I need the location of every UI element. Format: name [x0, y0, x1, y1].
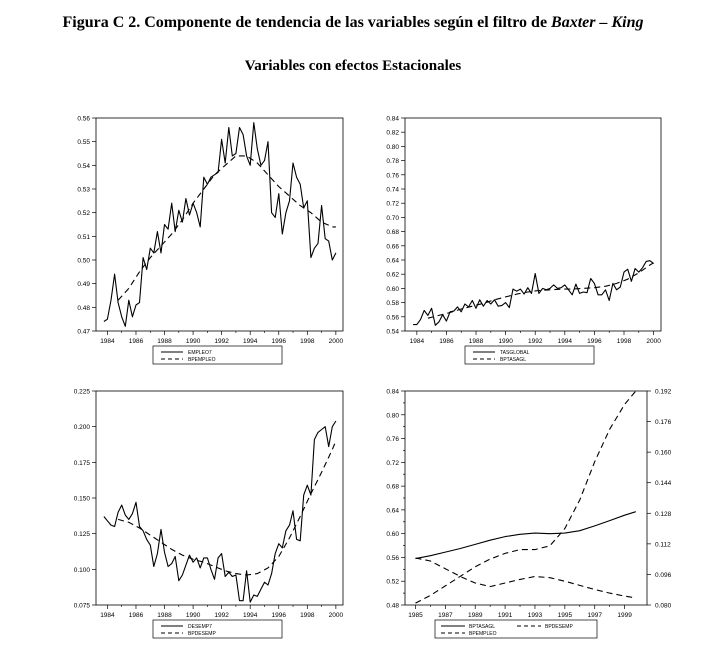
plot-frame [405, 118, 661, 331]
y-tick-label: 0.54 [386, 328, 399, 336]
legend-label: BPEMPLEO [188, 357, 216, 363]
series-line-empleo7 [104, 123, 336, 327]
y-tick-label: 0.51 [77, 233, 90, 241]
y-tick-label: 0.74 [386, 186, 399, 194]
y-tick-label: 0.64 [386, 507, 399, 515]
chart-c2 [386, 116, 661, 365]
figure-title-prefix: Figura C 2. Componente de tendencia de las variables según el filtro de [62, 14, 552, 31]
y-right-tick-label: 0.192 [655, 388, 672, 396]
y-tick-label: 0.64 [386, 257, 399, 265]
y-right-tick-label: 0.096 [655, 571, 672, 579]
x-tick-label: 1999 [617, 612, 632, 619]
legend-label: EMPLEO7 [188, 350, 212, 356]
y-tick-label: 0.72 [386, 459, 399, 467]
x-tick-label: 2000 [328, 338, 344, 345]
y-right-tick-label: 0.128 [655, 510, 672, 518]
x-tick-label: 1994 [242, 612, 258, 619]
x-tick-label: 1990 [185, 612, 201, 619]
x-tick-label: 1992 [214, 612, 229, 619]
x-tick-label: 1997 [587, 612, 602, 619]
x-tick-label: 1984 [409, 338, 425, 345]
y-tick-label: 0.56 [77, 115, 90, 123]
legend-box [153, 620, 282, 638]
legend-label: DESEMP7 [188, 624, 212, 630]
legend-label: BPDESEMP [545, 624, 573, 630]
x-tick-label: 1986 [439, 338, 454, 345]
x-tick-label: 1994 [557, 338, 573, 345]
y-tick-label: 0.150 [73, 495, 90, 503]
x-tick-label: 1995 [557, 612, 573, 619]
y-tick-label: 0.82 [386, 129, 399, 137]
x-tick-label: 1996 [271, 338, 286, 345]
y-right-tick-label: 0.080 [655, 602, 672, 610]
y-tick-label: 0.48 [386, 602, 399, 610]
y-tick-label: 0.47 [77, 328, 90, 336]
x-tick-label: 1987 [438, 612, 453, 619]
y-tick-label: 0.68 [386, 483, 399, 491]
x-tick-label: 1998 [300, 612, 315, 619]
y-tick-label: 0.56 [386, 554, 399, 562]
y-right-tick-label: 0.160 [655, 449, 672, 457]
x-tick-label: 2000 [646, 338, 661, 345]
y-tick-label: 0.175 [73, 459, 90, 467]
plot-frame [405, 391, 647, 605]
x-tick-label: 1984 [100, 338, 115, 345]
chart-c3 [74, 389, 344, 639]
series-line-tasglobal [413, 261, 653, 326]
y-tick-label: 0.125 [73, 531, 90, 539]
y-tick-label: 0.52 [77, 210, 90, 218]
y-tick-label: 0.60 [386, 285, 399, 293]
y-tick-label: 0.54 [77, 162, 90, 170]
y-tick-label: 0.225 [73, 388, 90, 396]
y-tick-label: 0.53 [77, 186, 90, 194]
y-tick-label: 0.56 [386, 314, 399, 322]
x-tick-label: 1994 [242, 338, 258, 345]
y-tick-label: 0.84 [386, 388, 399, 396]
y-right-tick-label: 0.112 [655, 541, 671, 549]
y-tick-label: 0.66 [386, 243, 399, 251]
y-tick-label: 0.49 [77, 281, 90, 289]
y-tick-label: 0.075 [73, 602, 90, 610]
y-tick-label: 0.78 [386, 158, 399, 166]
x-tick-label: 1985 [408, 612, 423, 619]
plot-frame [96, 118, 343, 331]
x-tick-label: 1996 [587, 338, 602, 345]
y-tick-label: 0.72 [386, 200, 399, 208]
series-line-desemp7 [104, 421, 336, 602]
series-line-bpdesemp [416, 391, 636, 603]
series-line-bptasagl [416, 512, 636, 559]
y-tick-label: 0.55 [77, 139, 90, 147]
y-right-tick-label: 0.144 [655, 480, 672, 488]
x-tick-label: 1988 [157, 338, 172, 345]
legend-label: BPEMPLEO [469, 631, 497, 637]
x-tick-label: 1996 [271, 612, 286, 619]
y-tick-label: 0.70 [386, 214, 399, 222]
x-tick-label: 1998 [300, 338, 315, 345]
x-tick-label: 1986 [128, 338, 144, 345]
y-tick-label: 0.100 [73, 566, 90, 574]
y-tick-label: 0.48 [77, 304, 90, 312]
figure-subtitle: Variables con efectos Estacionales [244, 58, 462, 74]
x-tick-label: 1984 [100, 612, 115, 619]
legend-box [465, 346, 594, 364]
y-tick-label: 0.52 [386, 578, 399, 586]
legend-label: BPDESEMP [188, 631, 216, 637]
y-right-tick-label: 0.176 [655, 419, 672, 427]
x-tick-label: 1993 [527, 612, 543, 619]
y-tick-label: 0.50 [77, 257, 90, 265]
x-tick-label: 1992 [527, 338, 543, 345]
legend-label: BPTASAGL [469, 624, 496, 630]
x-tick-label: 1988 [157, 612, 172, 619]
y-tick-label: 0.84 [386, 115, 399, 123]
y-tick-label: 0.76 [386, 172, 399, 180]
y-tick-label: 0.80 [386, 143, 399, 151]
x-tick-label: 1992 [214, 338, 229, 345]
legend-box [153, 346, 282, 364]
y-tick-label: 0.80 [386, 412, 399, 420]
x-tick-label: 1988 [468, 338, 484, 345]
y-tick-label: 0.68 [386, 229, 399, 237]
y-tick-label: 0.76 [386, 436, 399, 444]
y-tick-label: 0.58 [386, 300, 399, 308]
x-tick-label: 2000 [328, 612, 344, 619]
chart-c1 [77, 116, 343, 365]
x-tick-label: 1986 [128, 612, 144, 619]
x-tick-label: 1990 [498, 338, 513, 345]
x-tick-label: 1990 [185, 338, 201, 345]
legend-label: BPTASAGL [500, 357, 527, 363]
x-tick-label: 1991 [497, 612, 513, 619]
plot-frame [96, 391, 343, 605]
x-tick-label: 1989 [467, 612, 483, 619]
series-line-bpempleo [416, 558, 636, 598]
chart-c4 [386, 389, 671, 639]
y-tick-label: 0.60 [386, 531, 399, 539]
y-tick-label: 0.200 [73, 424, 90, 432]
y-tick-label: 0.62 [386, 271, 399, 279]
series-line-bpempleo [118, 156, 336, 300]
x-tick-label: 1998 [616, 338, 632, 345]
figure-title-italic: Baxter – King [551, 14, 644, 31]
legend-label: TASGLOBAL [500, 350, 530, 356]
